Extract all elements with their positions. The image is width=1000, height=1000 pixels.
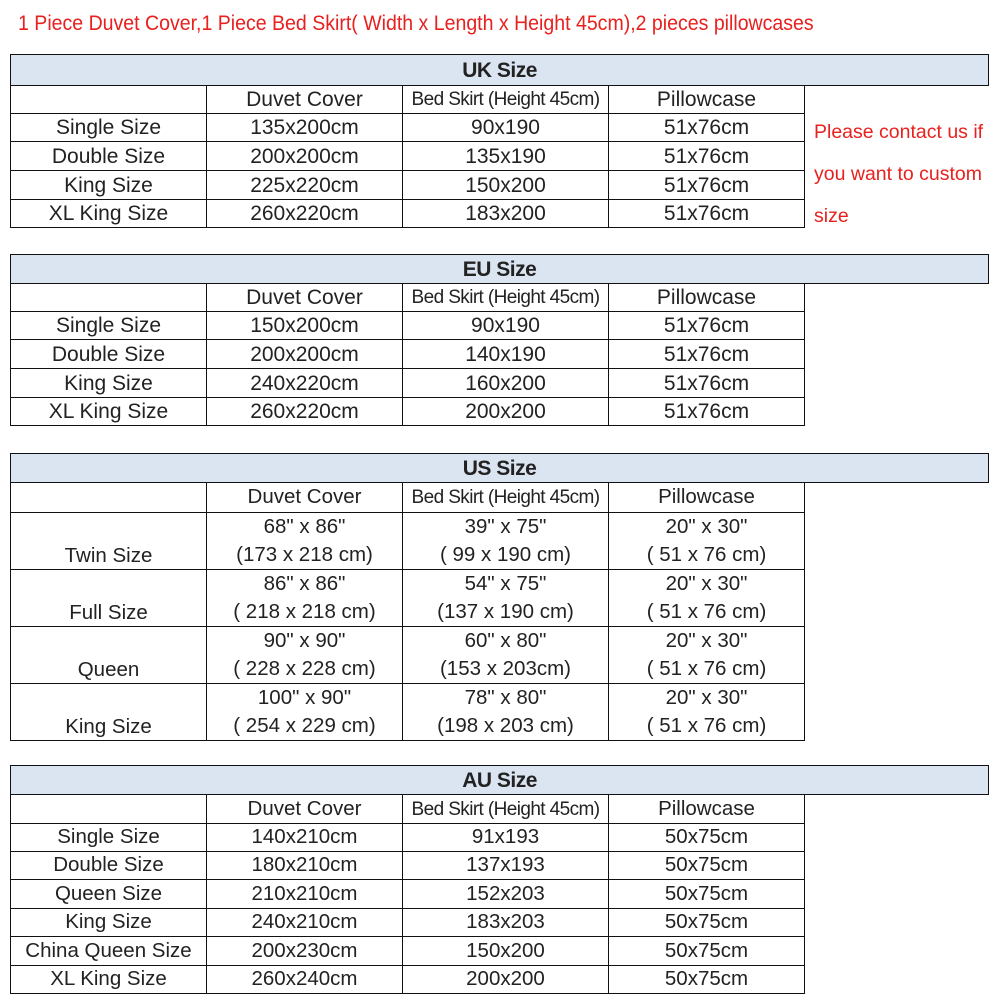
size-name: Queen Size xyxy=(11,880,207,909)
size-name: Double Size xyxy=(11,340,207,369)
skirt-inches: 39" x 75" xyxy=(464,515,547,538)
duvet-size: 200x200cm xyxy=(207,142,403,171)
size-name: King Size xyxy=(11,171,207,200)
pillow-size: 51x76cm xyxy=(609,200,805,228)
duvet-size xyxy=(207,627,403,684)
skirt-size: 152x203 xyxy=(403,880,609,909)
au-size-table xyxy=(10,765,989,994)
skirt-size: 135x190 xyxy=(403,142,609,171)
skirt-size: 90x190 xyxy=(403,312,609,340)
pillow-size xyxy=(609,627,805,684)
skirt-size: 160x200 xyxy=(403,369,609,398)
duvet-cm: ( 254 x 229 cm) xyxy=(233,714,376,737)
pillow-size xyxy=(609,684,805,741)
pillow-inches: 20" x 30" xyxy=(665,629,748,652)
us-size-table xyxy=(10,453,989,741)
skirt-size: 183x200 xyxy=(403,200,609,228)
pillow-inches: 20" x 30" xyxy=(665,515,748,538)
duvet-size xyxy=(207,513,403,570)
duvet-size: 225x220cm xyxy=(207,171,403,200)
header-duvet: Duvet Cover xyxy=(207,795,403,824)
skirt-size: 183x203 xyxy=(403,909,609,937)
custom-size-note: Please contact us if you want to custom size xyxy=(814,121,984,227)
eu-table-title: EU Size xyxy=(11,255,989,284)
pillow-size: 50x75cm xyxy=(609,880,805,909)
pillow-inches: 20" x 30" xyxy=(665,686,748,709)
size-name: Single Size xyxy=(11,312,207,340)
header-blank xyxy=(11,483,207,513)
pillow-inches: 20" x 30" xyxy=(665,572,748,595)
size-name: King Size xyxy=(11,909,207,937)
skirt-size xyxy=(403,627,609,684)
duvet-size: 260x220cm xyxy=(207,398,403,426)
pillow-cm: ( 51 x 76 cm) xyxy=(646,714,767,737)
duvet-inches: 86" x 86" xyxy=(263,572,346,595)
pillow-size: 51x76cm xyxy=(609,369,805,398)
skirt-size xyxy=(403,513,609,570)
size-name: Twin Size xyxy=(11,513,207,570)
pillow-size: 50x75cm xyxy=(609,937,805,966)
pillow-cm: ( 51 x 76 cm) xyxy=(646,657,767,680)
skirt-cm: ( 99 x 190 cm) xyxy=(439,543,572,566)
pillow-size: 50x75cm xyxy=(609,966,805,994)
duvet-size xyxy=(207,570,403,627)
duvet-size: 260x220cm xyxy=(207,200,403,228)
pillow-size xyxy=(609,513,805,570)
duvet-inches: 68" x 86" xyxy=(263,515,346,538)
skirt-size xyxy=(403,684,609,741)
blank-area xyxy=(805,483,989,741)
header-blank xyxy=(11,284,207,312)
pillow-size: 50x75cm xyxy=(609,909,805,937)
duvet-cm: ( 218 x 218 cm) xyxy=(233,600,376,623)
duvet-inches: 90" x 90" xyxy=(263,629,346,652)
size-name: XL King Size xyxy=(11,200,207,228)
pillow-size: 51x76cm xyxy=(609,171,805,200)
pillow-size: 51x76cm xyxy=(609,114,805,142)
blank-area xyxy=(805,795,989,994)
skirt-size: 137x193 xyxy=(403,852,609,880)
size-name: Full Size xyxy=(11,570,207,627)
header-blank xyxy=(11,86,207,114)
pillow-size: 51x76cm xyxy=(609,340,805,369)
skirt-inches: 54" x 75" xyxy=(464,572,547,595)
size-name: China Queen Size xyxy=(11,937,207,966)
size-name: Single Size xyxy=(11,114,207,142)
header-skirt: Bed Skirt (Height 45cm) xyxy=(403,483,609,513)
header-skirt: Bed Skirt (Height 45cm) xyxy=(403,86,609,114)
size-name: Double Size xyxy=(11,852,207,880)
skirt-size: 150x200 xyxy=(403,171,609,200)
size-name: XL King Size xyxy=(11,398,207,426)
header-pillow: Pillowcase xyxy=(609,795,805,824)
pillow-size: 51x76cm xyxy=(609,312,805,340)
duvet-size: 200x200cm xyxy=(207,340,403,369)
skirt-size xyxy=(403,570,609,627)
skirt-inches: 60" x 80" xyxy=(464,629,547,652)
skirt-cm: (198 x 203 cm) xyxy=(437,714,574,737)
header-pillow: Pillowcase xyxy=(609,284,805,312)
skirt-inches: 78" x 80" xyxy=(464,686,547,709)
skirt-size: 200x200 xyxy=(403,966,609,994)
duvet-size: 135x200cm xyxy=(207,114,403,142)
size-name: Double Size xyxy=(11,142,207,171)
header-blank xyxy=(11,795,207,824)
header-pillow: Pillowcase xyxy=(609,483,805,513)
duvet-size: 150x200cm xyxy=(207,312,403,340)
eu-size-table xyxy=(10,254,989,426)
size-name: King Size xyxy=(11,684,207,741)
pillow-size: 50x75cm xyxy=(609,852,805,880)
header-duvet: Duvet Cover xyxy=(207,86,403,114)
page-heading: 1 Piece Duvet Cover,1 Piece Bed Skirt( Width x Length x Height 45cm),2 pieces pillowcases xyxy=(18,12,814,35)
skirt-size: 200x200 xyxy=(403,398,609,426)
size-name: King Size xyxy=(11,369,207,398)
size-name: Queen xyxy=(11,627,207,684)
pillow-cm: ( 51 x 76 cm) xyxy=(646,600,767,623)
pillow-size: 51x76cm xyxy=(609,142,805,171)
header-pillow: Pillowcase xyxy=(609,86,805,114)
duvet-size: 210x210cm xyxy=(207,880,403,909)
duvet-size: 140x210cm xyxy=(207,824,403,852)
header-duvet: Duvet Cover xyxy=(207,483,403,513)
duvet-size: 200x230cm xyxy=(207,937,403,966)
skirt-cm: (137 x 190 cm) xyxy=(437,600,574,623)
blank-area xyxy=(805,284,989,426)
duvet-inches: 100" x 90" xyxy=(257,686,352,709)
pillow-size xyxy=(609,570,805,627)
us-table-title: US Size xyxy=(11,454,989,483)
pillow-size: 50x75cm xyxy=(609,824,805,852)
duvet-cm: (173 x 218 cm) xyxy=(236,543,373,566)
size-name: Single Size xyxy=(11,824,207,852)
duvet-cm: ( 228 x 228 cm) xyxy=(233,657,376,680)
pillow-cm: ( 51 x 76 cm) xyxy=(646,543,767,566)
header-duvet: Duvet Cover xyxy=(207,284,403,312)
skirt-size: 90x190 xyxy=(403,114,609,142)
au-table-title: AU Size xyxy=(11,766,989,795)
duvet-size: 260x240cm xyxy=(207,966,403,994)
duvet-size: 240x210cm xyxy=(207,909,403,937)
size-name: XL King Size xyxy=(11,966,207,994)
duvet-size: 180x210cm xyxy=(207,852,403,880)
header-skirt: Bed Skirt (Height 45cm) xyxy=(403,284,609,312)
skirt-size: 150x200 xyxy=(403,937,609,966)
skirt-cm: (153 x 203cm) xyxy=(439,657,572,680)
uk-table-title: UK Size xyxy=(11,55,989,86)
skirt-size: 140x190 xyxy=(403,340,609,369)
duvet-size: 240x220cm xyxy=(207,369,403,398)
header-skirt: Bed Skirt (Height 45cm) xyxy=(403,795,609,824)
duvet-size xyxy=(207,684,403,741)
pillow-size: 51x76cm xyxy=(609,398,805,426)
skirt-size: 91x193 xyxy=(403,824,609,852)
